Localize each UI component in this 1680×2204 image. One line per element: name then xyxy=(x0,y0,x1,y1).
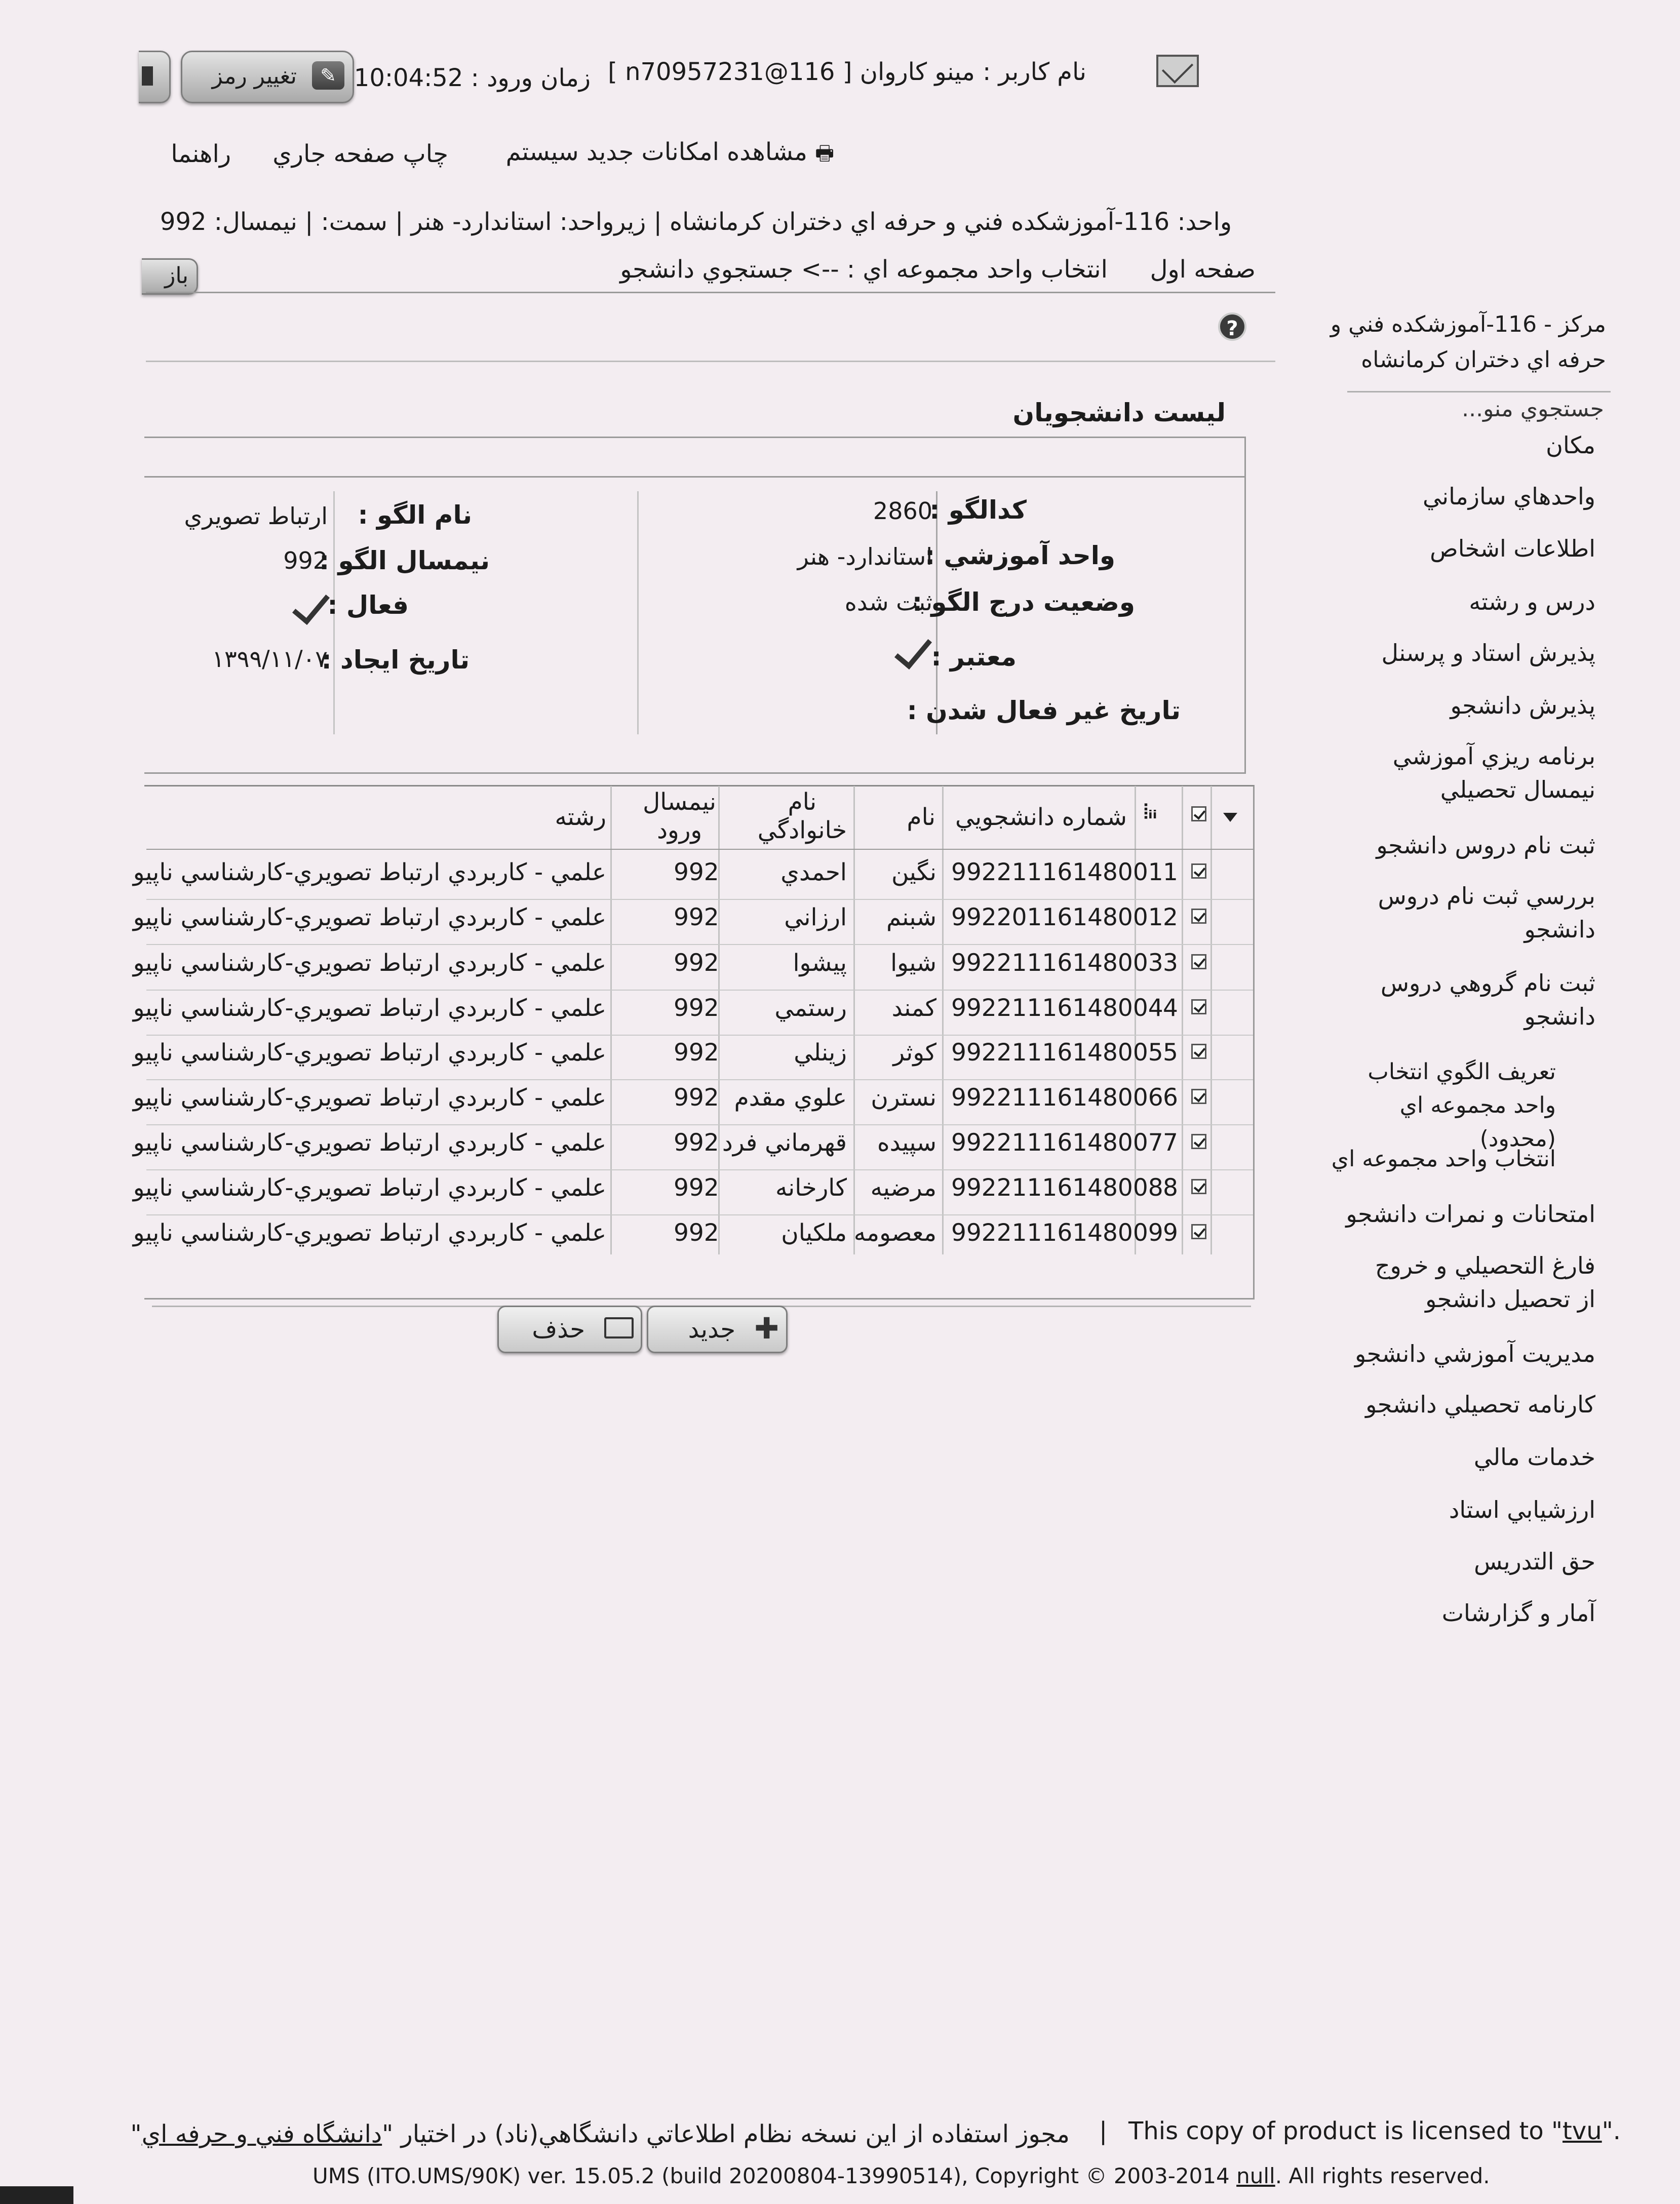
add-star-icon: ✚ xyxy=(754,1311,779,1346)
row-entry-sem: 992 xyxy=(674,1084,719,1112)
sidebar-item-group-registration[interactable]: ثبت نام گروهي دروس دانشجو xyxy=(1380,969,1595,1030)
menu-search-input[interactable]: جستجوي منو... xyxy=(1462,396,1604,422)
row-divider xyxy=(146,899,1253,900)
pattern-name-label: نام الگو : xyxy=(358,500,472,530)
sidebar-item-staff-admission[interactable]: پذيرش استاد و پرسنل xyxy=(1381,639,1595,666)
row-entry-sem: 992 xyxy=(674,1039,719,1067)
footer-license-fa xyxy=(131,2120,1070,2148)
row-divider xyxy=(146,944,1253,945)
col-divider-first-name xyxy=(853,786,855,1254)
row-last-name: ملکيان xyxy=(781,1219,847,1247)
sidebar-item-finance[interactable]: خدمات مالي xyxy=(1473,1443,1595,1471)
code-value: 2860 xyxy=(873,497,932,525)
row-student-no: 99220116148001 xyxy=(951,903,1163,931)
row-last-name: کارخانه xyxy=(775,1174,847,1202)
license-fa-link[interactable]: دانشگاه فني و حرفه اي xyxy=(141,2120,382,2148)
row-index: 5 xyxy=(1163,1039,1178,1067)
sidebar-center-name: مرکز - 116-آموزشکده فني و حرفه اي دختران کرمانشاه xyxy=(1330,311,1606,373)
license-en-link[interactable]: tvu xyxy=(1562,2117,1602,2145)
created-date-value: ۱۳۹۹/۱۱/۰۷ xyxy=(212,645,328,673)
row-last-name: پيشوا xyxy=(793,949,847,977)
edu-unit-value: استاندارد- هنر xyxy=(797,543,932,570)
row-checkbox[interactable] xyxy=(1191,999,1206,1014)
pencil-icon: ✎ xyxy=(312,61,344,90)
row-first-name: مرضيه xyxy=(870,1174,936,1202)
row-major: علمي - کاربردي ارتباط تصويري-کارشناسي ناپيو xyxy=(133,994,606,1022)
row-entry-sem: 992 xyxy=(674,1174,719,1202)
header-last-name-line2: خانوادگي xyxy=(757,816,847,844)
context-unit-line: واحد: 116-آموزشکده فني و حرفه اي دختران کرمانشاه | زيرواحد: استاندارد- هنر | سمت: | نيمسال: 992 xyxy=(160,208,1232,236)
code-label: کدالگو : xyxy=(929,495,1027,525)
created-date-label: تاريخ ايجاد : xyxy=(321,645,470,675)
row-major: علمي - کاربردي ارتباط تصويري-کارشناسي ناپيو xyxy=(133,1084,606,1112)
inactive-date-label: تاريخ غير فعال شدن : xyxy=(907,696,1181,725)
row-checkbox[interactable] xyxy=(1191,954,1206,969)
table-header-line xyxy=(146,849,1253,850)
delete-button[interactable] xyxy=(497,1306,642,1353)
row-checkbox[interactable] xyxy=(1191,1089,1206,1104)
row-major: علمي - کاربردي ارتباط تصويري-کارشناسي ناپيو xyxy=(133,858,606,886)
col-divider-check xyxy=(1182,786,1183,1254)
user-info: نام کاربر : مینو کاروان [ n70957231@116 ] xyxy=(608,58,1086,86)
row-entry-sem: 992 xyxy=(674,858,719,886)
folder-icon xyxy=(604,1317,634,1339)
row-checkbox[interactable] xyxy=(1191,909,1206,924)
sidebar-item-graduation[interactable]: فارغ التحصيلي و خروج از تحصيل دانشجو xyxy=(1375,1252,1595,1313)
active-label: فعال : xyxy=(327,591,409,620)
row-divider xyxy=(146,1169,1253,1170)
row-student-no: 99221116148003 xyxy=(951,949,1163,977)
row-divider xyxy=(146,1079,1253,1080)
license-fa-suffix: " xyxy=(130,2120,142,2148)
row-divider xyxy=(146,1124,1253,1125)
sidebar-divider xyxy=(1347,391,1611,392)
row-index: 6 xyxy=(1163,1084,1178,1112)
header-entry-sem-line1: نيمسال xyxy=(643,788,716,816)
row-student-no: 99221116148005 xyxy=(951,1039,1163,1067)
row-divider xyxy=(146,990,1253,991)
row-entry-sem: 992 xyxy=(674,1219,719,1247)
sidebar-item-location[interactable]: مکان xyxy=(1546,431,1595,459)
change-password-label: تغییر رمز xyxy=(212,63,297,89)
row-last-name: احمدي xyxy=(780,858,847,886)
row-major: علمي - کاربردي ارتباط تصويري-کارشناسي ناپيو xyxy=(133,949,606,977)
row-first-name: کمند xyxy=(891,994,936,1022)
header-entry-sem[interactable] xyxy=(643,788,716,845)
sidebar-item-define-pattern[interactable]: تعريف الگوي انتخاب واحد مجموعه اي (محدود) xyxy=(1368,1059,1556,1152)
new-features-link[interactable] xyxy=(506,138,834,173)
row-entry-sem: 992 xyxy=(674,994,719,1022)
edu-unit-label: واحد آموزشي : xyxy=(925,541,1115,570)
sidebar-item-transcript[interactable]: کارنامه تحصيلي دانشجو xyxy=(1365,1391,1595,1418)
footer-license-en xyxy=(1128,2117,1621,2145)
row-last-name: رستمي xyxy=(774,994,847,1022)
change-password-button[interactable] xyxy=(181,51,354,103)
status-value: ثبت شده xyxy=(844,588,932,616)
row-checkbox[interactable] xyxy=(1191,1134,1206,1149)
row-index: 8 xyxy=(1163,1174,1178,1202)
pattern-name-value: ارتباط تصويري xyxy=(184,502,328,530)
row-last-name: علوي مقدم xyxy=(734,1084,847,1112)
license-en-prefix: This copy of product is licensed to " xyxy=(1128,2117,1563,2145)
version-suffix: . All rights reserved. xyxy=(1275,2163,1490,2188)
panel-title: ليست دانشجويان xyxy=(1012,398,1226,427)
logout-button[interactable] xyxy=(139,51,171,103)
header-last-name-line1: نام xyxy=(788,788,817,816)
version-link[interactable]: null xyxy=(1236,2163,1275,2188)
row-checkbox[interactable] xyxy=(1191,1179,1206,1194)
sidebar-item-course-registration[interactable]: ثبت نام دروس دانشجو xyxy=(1376,832,1595,859)
row-first-name: شبنم xyxy=(886,903,936,931)
panel-inner-divider xyxy=(144,476,1246,478)
panel-col-divider-2 xyxy=(637,491,639,734)
printer-icon: 🖶 xyxy=(815,142,834,165)
row-student-no: 99221116148008 xyxy=(951,1174,1163,1202)
row-last-name: زينلي xyxy=(794,1039,847,1067)
sidebar-item-courses[interactable]: درس و رشته xyxy=(1469,588,1595,615)
breadcrumb-home[interactable]: صفحه اول xyxy=(1150,255,1256,284)
sidebar-item-persons[interactable]: اطلاعات اشخاص xyxy=(1430,535,1595,562)
pattern-semester-value: 992 xyxy=(283,547,328,574)
col-divider-arrow xyxy=(1210,786,1212,1254)
section-divider xyxy=(146,361,1275,362)
sidebar-item-teacher-evaluation[interactable]: ارزشيابي استاد xyxy=(1449,1496,1595,1523)
delete-button-label: حذف xyxy=(532,1315,585,1344)
sidebar-item-edu-management[interactable]: مديريت آموزشي دانشجو xyxy=(1354,1340,1595,1367)
row-divider xyxy=(146,1214,1253,1215)
row-entry-sem: 992 xyxy=(674,903,719,931)
new-features-label: مشاهده امکانات جدید سیستم xyxy=(505,138,807,166)
row-major: علمي - کاربردي ارتباط تصويري-کارشناسي ناپيو xyxy=(133,1174,606,1202)
row-first-name: کوثر xyxy=(893,1039,936,1067)
version-text: UMS (ITO.UMS/90K) ver. 15.05.2 (build 20200804-13990514), Copyright © 2003-2014 xyxy=(312,2163,1230,2188)
row-major: علمي - کاربردي ارتباط تصويري-کارشناسي ناپيو xyxy=(133,1039,606,1067)
row-first-name: معصومه xyxy=(853,1219,936,1247)
row-first-name: شيوا xyxy=(890,949,936,977)
row-index: 1 xyxy=(1163,858,1178,886)
new-button[interactable] xyxy=(647,1306,788,1353)
header-first-name[interactable]: نام xyxy=(907,803,935,831)
row-student-no: 99221116148007 xyxy=(951,1129,1163,1157)
status-label: وضعيت درج الگو : xyxy=(912,587,1135,617)
print-page-link[interactable]: چاپ صفحه جاري xyxy=(272,140,448,168)
row-checkbox[interactable] xyxy=(1191,1224,1206,1239)
row-checkbox[interactable] xyxy=(1191,1044,1206,1059)
back-button[interactable] xyxy=(142,258,198,295)
row-last-name: قهرماني فرد xyxy=(722,1129,847,1157)
breadcrumb-divider xyxy=(146,292,1275,293)
help-icon[interactable]: ? xyxy=(1218,312,1246,341)
select-all-checkbox[interactable] xyxy=(1191,806,1206,821)
row-major: علمي - کاربردي ارتباط تصويري-کارشناسي ناپيو xyxy=(133,1129,606,1157)
license-fa-prefix: مجوز استفاده از اين نسخه نظام اطلاعاتي دانشگاهي(ناد) در اختيار " xyxy=(382,2120,1070,2148)
header-last-name[interactable] xyxy=(758,788,847,845)
breadcrumb-path: انتخاب واحد مجموعه اي : --> جستجوي دانشجو xyxy=(620,255,1108,284)
row-student-no: 99221116148001 xyxy=(951,858,1163,886)
new-button-label: جديد xyxy=(688,1315,735,1344)
table-menu-arrow-icon[interactable] xyxy=(1223,813,1237,822)
login-time: زمان ورود : 10:04:52 xyxy=(354,64,591,92)
row-index: 4 xyxy=(1163,994,1178,1022)
sidebar-item-tuition[interactable]: حق التدريس xyxy=(1474,1548,1595,1575)
sidebar-item-exams-grades[interactable]: امتحانات و نمرات دانشجو xyxy=(1346,1200,1595,1228)
sidebar-item-group-selection[interactable]: انتخاب واحد مجموعه اي xyxy=(1331,1146,1556,1172)
license-en-suffix: ". xyxy=(1601,2117,1621,2145)
mail-icon[interactable] xyxy=(1156,55,1199,87)
row-divider xyxy=(146,1035,1253,1036)
back-button-label: باز xyxy=(165,263,188,289)
row-first-name: نسترن xyxy=(871,1084,936,1112)
sidebar-item-student-admission[interactable]: پذيرش دانشجو xyxy=(1450,692,1595,719)
pattern-semester-label: نيمسال الگو : xyxy=(319,546,490,575)
valid-label: معتبر : xyxy=(931,642,1017,672)
footer-version xyxy=(312,2163,1490,2188)
row-last-name: ارزاني xyxy=(784,903,847,931)
row-index: 7 xyxy=(1163,1129,1178,1157)
row-major: علمي - کاربردي ارتباط تصويري-کارشناسي ناپيو xyxy=(133,903,606,931)
row-index: 9 xyxy=(1163,1219,1178,1247)
col-divider-entry-sem xyxy=(610,786,612,1254)
row-student-no: 99221116148006 xyxy=(951,1084,1163,1112)
row-student-no: 99221116148009 xyxy=(951,1219,1163,1247)
scan-edge-mark xyxy=(0,2186,73,2204)
sidebar-item-semester-planning[interactable]: برنامه ريزي آموزشي نيمسال تحصيلي xyxy=(1392,742,1595,803)
footer-separator: | xyxy=(1099,2117,1108,2145)
header-student-no[interactable]: شماره دانشجويي xyxy=(955,803,1127,831)
guide-link[interactable]: راهنما xyxy=(171,140,231,168)
row-checkbox[interactable] xyxy=(1191,863,1206,879)
sidebar-item-reports[interactable]: آمار و گزارشات xyxy=(1441,1599,1595,1627)
row-entry-sem: 992 xyxy=(674,949,719,977)
col-divider-student-no xyxy=(942,786,944,1254)
row-entry-sem: 992 xyxy=(674,1129,719,1157)
row-first-name: سپيده xyxy=(877,1129,936,1157)
exit-icon xyxy=(142,66,153,86)
header-major[interactable]: رشته xyxy=(555,803,606,831)
column-chooser-icon[interactable]: ⦙ᵢᵢ xyxy=(1144,800,1157,823)
row-index: 3 xyxy=(1163,949,1178,977)
row-student-no: 99221116148004 xyxy=(951,994,1163,1022)
header-entry-sem-line2: ورود xyxy=(657,816,702,844)
row-index: 2 xyxy=(1163,903,1178,931)
row-major: علمي - کاربردي ارتباط تصويري-کارشناسي ناپيو xyxy=(133,1219,606,1247)
row-first-name: نگين xyxy=(891,858,936,886)
sidebar-item-org-units[interactable]: واحدهاي سازماني xyxy=(1422,483,1595,510)
sidebar-item-registration-review[interactable]: بررسي ثبت نام دروس دانشجو xyxy=(1378,882,1595,943)
